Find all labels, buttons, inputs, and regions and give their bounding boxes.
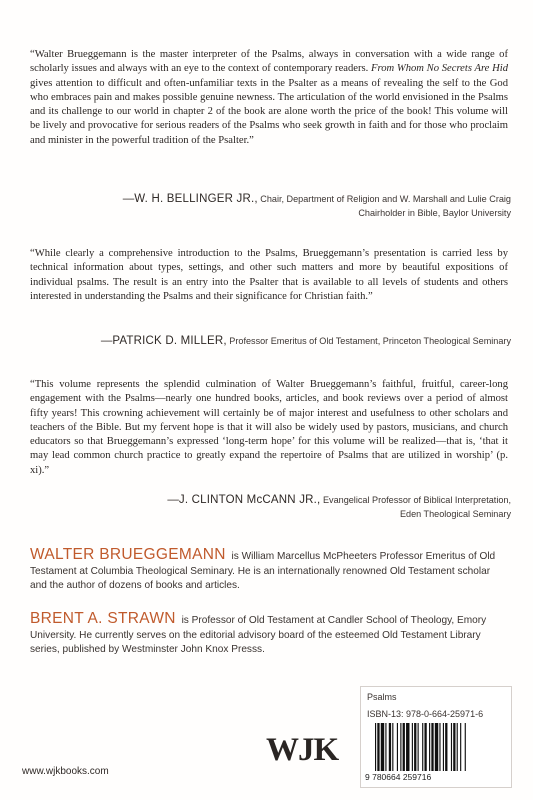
barcode-bar: [453, 723, 455, 771]
author-bio-text: is Professor of Old Testament at Candler School of Theology, Emory University. He currently serves on the editorial advisory board of the esteemed Old Testament Library series, published by Westminster John Knox Presss.: [30, 615, 487, 656]
barcode-bar: [435, 723, 438, 771]
author-name: WALTER BRUEGGEMANN: [30, 546, 226, 563]
barcode-bar: [385, 723, 386, 771]
barcode-bar: [392, 723, 393, 771]
barcode-bar: [431, 723, 433, 771]
attribution-mccann: [167, 493, 511, 521]
barcode-bar: [439, 723, 440, 771]
barcode-bar: [406, 723, 409, 771]
endorser-name: W. H. BELLINGER JR.,: [134, 193, 258, 205]
quote-text: gives attention to difficult and often-unfamiliar texts in the Psalter as a means of revealing the self to the God who embraces pain and makes possible genuine newness. The articulation of the world envisioned in the Psalms and its challenge to our world in chapter 2 of the book are alone worth the price of the book! This volume will be lively and provocative for serious readers of the Psalms who seek growth in faith and for those who proclaim and minister in the powerful tradition of the Psalter.”: [30, 77, 508, 146]
attribution-miller: [101, 334, 511, 348]
barcode-bar: [397, 723, 398, 771]
barcode-bar: [375, 723, 376, 771]
barcode-bar: [412, 723, 413, 771]
endorser-affiliation: Chairholder in Bible, Baylor University: [358, 208, 511, 218]
endorser-affiliation: Professor Emeritus of Old Testament, Princeton Theological Seminary: [226, 336, 511, 346]
author-bio-strawn: [30, 612, 508, 658]
author-bio-text: is William Marcellus McPheeters Professor Emeritus of Old Testament at Columbia Theological Seminary. He is an internationally renowned Old Testament scholar and the author of dozens of books and articles.: [30, 551, 496, 592]
endorsement-quote-bellinger: [30, 48, 508, 148]
endorsement-quote-miller: [30, 247, 508, 304]
barcode-bar: [377, 723, 379, 771]
barcode-icon: [373, 723, 503, 771]
attribution-bellinger: [123, 192, 511, 220]
barcode-bar: [445, 723, 447, 771]
quote-text: “This volume represents the splendid culmination of Walter Brueggemann’s faithful, fruitful, career-long engagement with the Psalms—nearly one hundred books, articles, and book reviews over a period of almost fifty years! This crowning achievement will certainly be of major interest and usefulness to other scholars and teachers of the Bible. But my fervent hope is that it will also be widely used by pastors, musicians, and church educators so that Brueggemann’s expressed ‘long-term hope’ for this volume will be realized—that is, ‘that it may lead common church practice to greatly expand the repertoire of Psalms that are utilized in worship’ (p. xi).”: [30, 379, 508, 476]
website-url: www.wjkbooks.com: [22, 766, 109, 777]
endorser-affiliation: Eden Theological Seminary: [399, 509, 511, 519]
barcode-bar: [381, 723, 384, 771]
endorser-affiliation: Evangelical Professor of Biblical Interpretation,: [320, 495, 511, 505]
endorser-name: J. CLINTON McCANN JR.,: [178, 494, 321, 506]
barcode-bar: [403, 723, 405, 771]
attribution-line: —PATRICK D. MILLER, Professor Emeritus of Old Testament, Princeton Theological Seminary: [100, 335, 511, 347]
subject-category: Psalms: [367, 692, 397, 702]
wjk-logo: WJK: [266, 732, 339, 768]
barcode-bar: [460, 723, 461, 771]
barcode-bar: [451, 723, 452, 771]
attribution-line: —J. CLINTON McCANN JR., Evangelical Professor of Biblical Interpretation,: [167, 494, 511, 506]
barcode-bar: [422, 723, 423, 771]
isbn-number: ISBN-13: 978-0-664-25971-6: [367, 709, 484, 719]
endorsement-quote-mccann: [30, 378, 508, 478]
author-bio-brueggemann: [30, 548, 508, 594]
barcode-bar: [457, 723, 458, 771]
barcode-number: 9 780664 259716: [365, 772, 432, 782]
isbn-barcode-box: [360, 686, 512, 788]
attribution-line: —W. H. BELLINGER JR., Chair, Department of Religion and W. Marshall and Lulie Craig: [122, 193, 511, 205]
barcode-bar: [400, 723, 401, 771]
barcode-bar: [465, 723, 466, 771]
barcode-bar: [429, 723, 430, 771]
endorser-name: PATRICK D. MILLER,: [112, 335, 227, 347]
barcode-bar: [418, 723, 419, 771]
book-title-italic: From Whom No Secrets Are Hid: [371, 63, 508, 75]
barcode-bar: [443, 723, 444, 771]
quote-text: “While clearly a comprehensive introduction to the Psalms, Brueggemann’s presentation is carried less by technical information about types, settings, and other such matters and more by beautiful expositions of individual psalms. The result is an entry into the Psalter that is available to all levels of students and others interested in understanding the Psalms and their significance for Christian faith.”: [30, 248, 508, 302]
quote-text: “Walter Brueggemann is the master interpreter of the Psalms, always in conversation with a wide range of scholarly issues and always with an eye to the context of contemporary readers.: [30, 49, 508, 75]
barcode-bar: [414, 723, 416, 771]
author-name: BRENT A. STRAWN: [30, 610, 176, 627]
barcode-bar: [424, 723, 426, 771]
barcode-bar: [389, 723, 391, 771]
endorser-affiliation: Chair, Department of Religion and W. Marshall and Lulie Craig: [257, 194, 511, 204]
